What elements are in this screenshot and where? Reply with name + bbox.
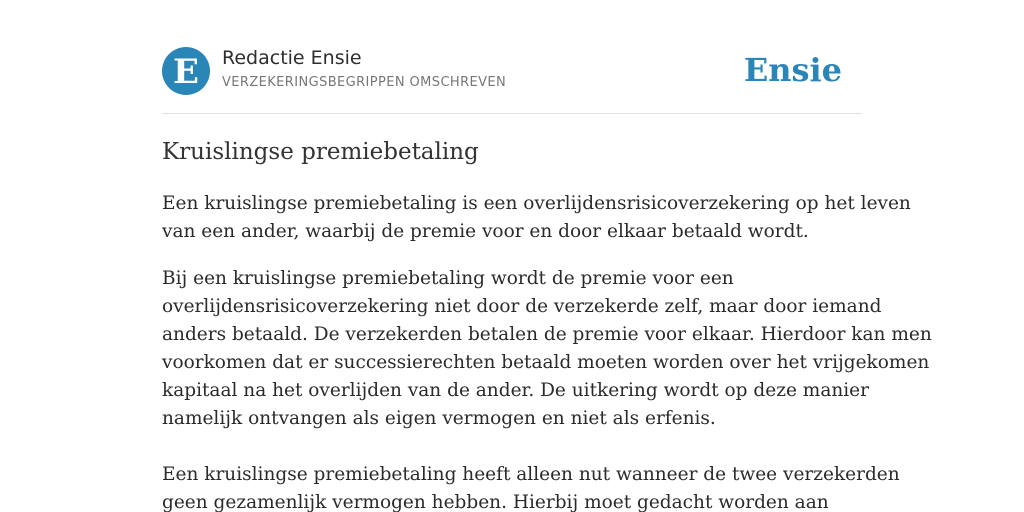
paragraph-line: kapitaal na het overlijden van de ander. De uitkering wordt op deze manier xyxy=(162,380,869,401)
article-container xyxy=(162,0,932,512)
article-paragraph-2 xyxy=(162,461,900,512)
author-avatar[interactable] xyxy=(162,47,210,95)
paragraph-line: geen gezamenlijk vermogen hebben. Hierbij moet gedacht worden aan xyxy=(162,492,829,512)
paragraph-line: overlijdensrisicoverzekering niet door de verzekerde zelf, maar door iemand xyxy=(162,296,882,317)
paragraph-line: anders betaald. De verzekerden betalen de premie voor elkaar. Hierdoor kan men xyxy=(162,324,932,345)
paragraph-line: Bij een kruislingse premiebetaling wordt de premie voor een xyxy=(162,268,734,289)
author-name[interactable]: Redactie Ensie xyxy=(222,47,362,69)
paragraph-line: voorkomen dat er successierechten betaald moeten worden over het vrijgekomen xyxy=(162,352,930,373)
article-title: Kruislingse premiebetaling xyxy=(162,139,479,165)
article-lead xyxy=(162,190,911,246)
article-header xyxy=(162,0,862,114)
paragraph-line: Een kruislingse premiebetaling heeft alleen nut wanneer de twee verzekerden xyxy=(162,464,900,485)
paragraph-line: namelijk ontvangen als eigen vermogen en niet als erfenis. xyxy=(162,408,716,429)
category-label[interactable]: VERZEKERINGSBEGRIPPEN OMSCHREVEN xyxy=(222,75,507,90)
lead-line: van een ander, waarbij de premie voor en door elkaar betaald wordt. xyxy=(162,221,809,242)
brand-logo[interactable]: Ensie xyxy=(743,51,842,89)
article-paragraph-1 xyxy=(162,265,932,433)
avatar-letter: E xyxy=(173,51,199,92)
lead-line: Een kruislingse premiebetaling is een overlijdensrisicoverzekering op het leven xyxy=(162,193,911,214)
